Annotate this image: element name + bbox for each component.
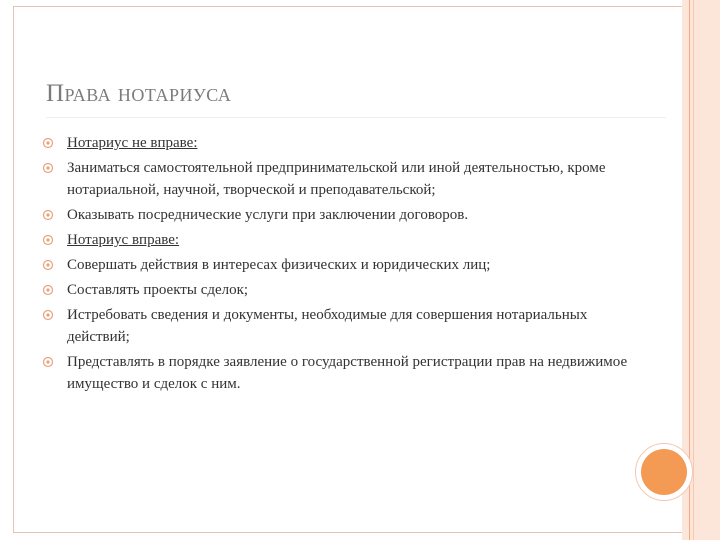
list-item-text: Истребовать сведения и документы, необходимые для совершения нотариальных действий; bbox=[67, 307, 588, 345]
list-item bbox=[42, 254, 642, 276]
list-item-text: Нотариус не вправе: bbox=[67, 135, 198, 151]
orange-circle-icon bbox=[641, 449, 687, 495]
flower-bullet-icon bbox=[42, 209, 54, 221]
flower-bullet-icon bbox=[42, 309, 54, 321]
list-item-text: Совершать действия в интересах физических и юридических лиц; bbox=[67, 257, 491, 273]
list-item bbox=[42, 351, 642, 395]
flower-bullet-icon bbox=[42, 137, 54, 149]
list-item bbox=[42, 204, 642, 226]
list-item bbox=[42, 132, 642, 154]
flower-bullet-icon bbox=[42, 162, 54, 174]
title-divider bbox=[46, 117, 666, 118]
list-item-text: Нотариус вправе: bbox=[67, 232, 180, 248]
list-item-text: Представлять в порядке заявление о государственной регистрации прав на недвижимое имущество и сделок с ним. bbox=[67, 354, 628, 392]
list-item bbox=[42, 304, 642, 348]
list-item-text: Оказывать посреднические услуги при заключении договоров. bbox=[67, 207, 469, 223]
flower-bullet-icon bbox=[42, 284, 54, 296]
list-item bbox=[42, 229, 642, 251]
list-item bbox=[42, 279, 642, 301]
list-item bbox=[42, 157, 642, 201]
flower-bullet-icon bbox=[42, 234, 54, 246]
list-item-text: Заниматься самостоятельной предпринимательской или иной деятельностью, кроме нотариальной, научной, творческой и преподавательской; bbox=[67, 160, 606, 198]
flower-bullet-icon bbox=[42, 356, 54, 368]
flower-bullet-icon bbox=[42, 259, 54, 271]
slide-title: Права нотариуса bbox=[46, 80, 232, 107]
bullet-list bbox=[42, 132, 642, 395]
list-item-text: Составлять проекты сделок; bbox=[67, 282, 249, 298]
right-decorative-line-inner bbox=[693, 0, 694, 540]
